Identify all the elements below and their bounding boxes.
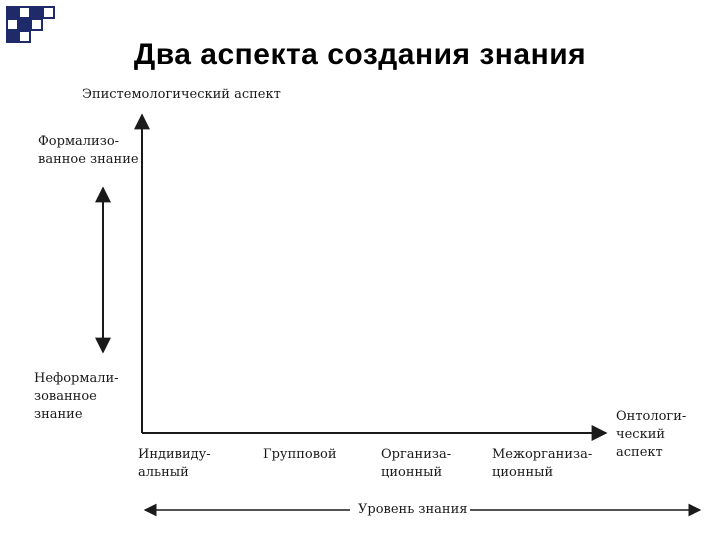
levels-caption: Уровень знания (358, 502, 468, 517)
label-line: аспект (616, 445, 663, 460)
label-line: Неформали- (34, 371, 119, 386)
level-label-line: Межорганиза- (492, 447, 593, 462)
label-line: Формализо- (38, 134, 120, 149)
level-label-line: альный (138, 465, 189, 480)
label-line: знание (34, 407, 83, 422)
level-label-line: Групповой (263, 447, 337, 462)
label-line: зованное (34, 389, 97, 404)
label-line: ванное знание (38, 152, 139, 167)
slide-title: Два аспекта создания знания (133, 38, 587, 71)
level-label-line: Организа- (381, 447, 452, 462)
label-line: ческий (616, 427, 666, 442)
y-axis-label: Эпистемологический аспект (82, 87, 281, 102)
level-label-line: ционный (381, 465, 443, 480)
level-label-line: Индивиду- (138, 447, 211, 462)
label-line: Онтологи- (616, 409, 687, 424)
level-label-line: ционный (492, 465, 554, 480)
